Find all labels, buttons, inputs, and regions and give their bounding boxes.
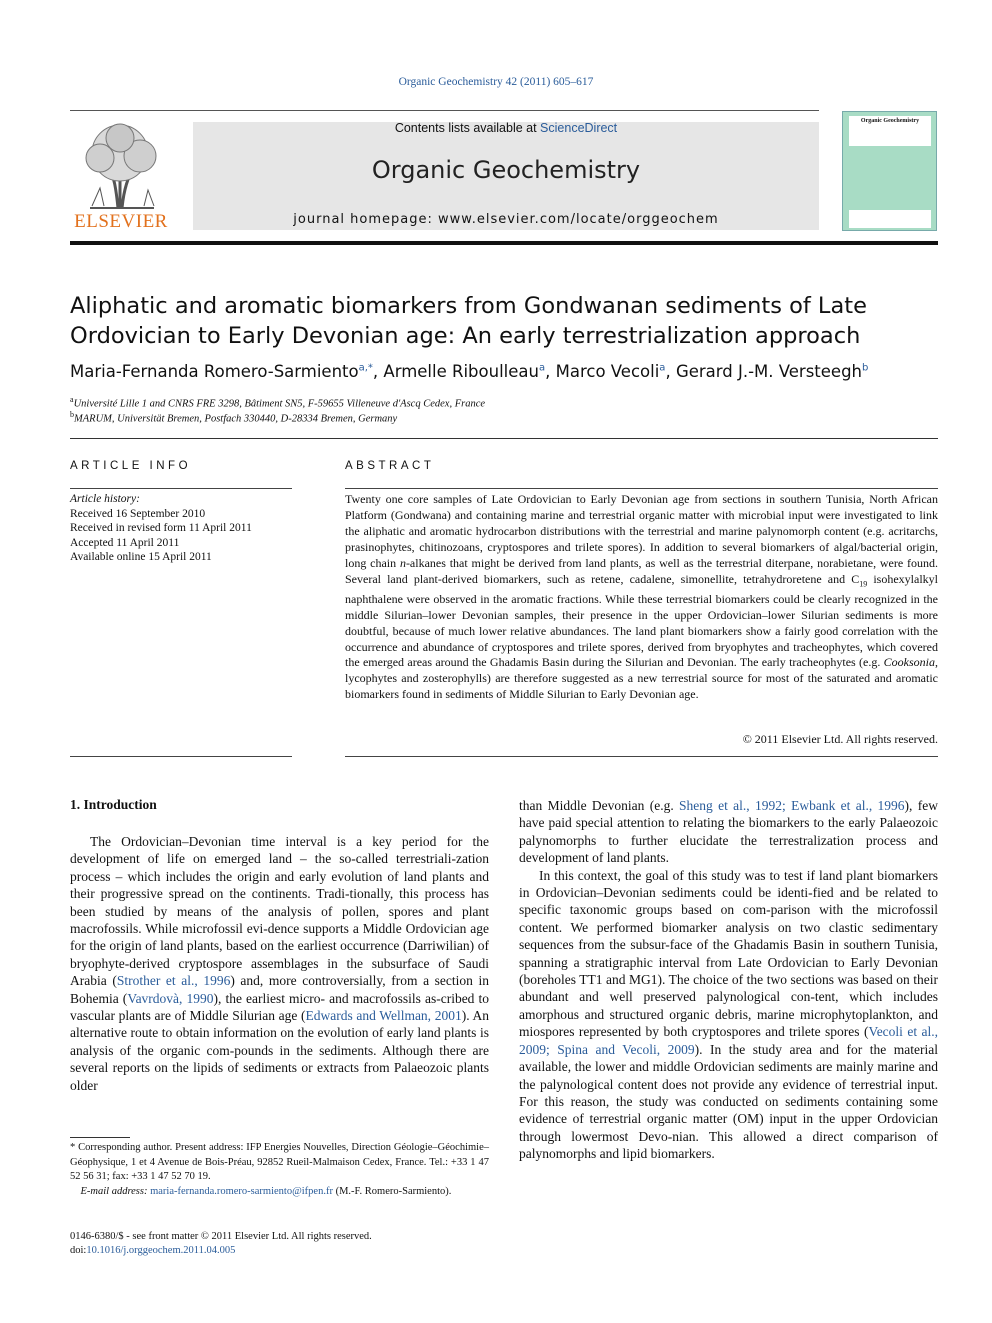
text-run: ). In the study area and for the material available, the lower and middle Ordovician sediments are mainly marine and the palynological content does not provide any evidence of terrestrial input. For this reason, the study was conducted on sediments containing some evidence of terrestrial organic matter (OM) input in the upper Ordovician through lowermost Devo-nian. This allowed a direct comparison of palynomorphs and lipid biomarkers.: [519, 1041, 938, 1162]
text-run: ). An alternative route to obtain information on the evolution of early land plants is analysis of the organic com-pounds in the sediments. Although there are several reports on the lipids of sediments or extracts from Palaeozoic plants older: [70, 1008, 489, 1093]
citation-link[interactable]: Strother et al., 1996: [116, 973, 231, 989]
footnote-text: * Corresponding author. Present address: IFP Energies Nouvelles, Direction Géologie–Géochimie–Géophysique, 1 et 4 Avenue de Bois-Préau, 92852 Rueil-Malmaison Cedex, France. Tel.: +33 1 47 52 56 31; fax: +33 1 47 52 70 19.: [70, 1142, 489, 1182]
article-history: [70, 492, 292, 565]
journal-name: Organic Geochemistry: [371, 156, 641, 184]
affiliation-mark: a: [70, 395, 74, 404]
history-revised: Received in revised form 11 April 2011: [70, 522, 252, 534]
affiliation-a: [70, 395, 930, 410]
body-paragraph: [519, 867, 938, 1163]
journal-homepage: [193, 212, 819, 227]
email-suffix: (M.-F. Romero-Sarmiento).: [332, 1185, 452, 1197]
article-info-rule-top: [70, 488, 292, 489]
homepage-url-link[interactable]: www.elsevier.com/locate/orggeochem: [438, 212, 719, 227]
homepage-prefix: journal homepage:: [293, 212, 439, 227]
citation-link[interactable]: Vecoli et al., 2009; Spina and Vecoli, 2009: [519, 1024, 938, 1057]
history-online: Available online 15 April 2011: [70, 551, 212, 563]
abstract-italic: Cooksonia: [883, 655, 935, 670]
abstract-part: -alkanes that might be derived from land plants, as well as the terrestrial diterpane, norabietane, were found. Several land plant-derived biomarkers, such as retene, cadalene, simonellite, tetrahydroretene and C: [345, 555, 938, 586]
abstract-subscript: 19: [859, 578, 868, 588]
author-affiliation-mark[interactable]: a: [659, 362, 666, 374]
corresponding-author-footnote: [70, 1141, 489, 1199]
journal-cover-thumbnail: [842, 111, 937, 231]
history-received: Received 16 September 2010: [70, 507, 206, 520]
text-run: ), the earliest micro- and macrofossils as-cribed to vascular plants are of Middle Silurian age (: [70, 990, 490, 1024]
body-column-left: [70, 833, 489, 1094]
citation-link[interactable]: Edwards and Wellman, 2001: [305, 1008, 462, 1024]
article-info-rule-bottom: [70, 756, 292, 757]
footnote-rule: [70, 1137, 130, 1138]
cover-footer-panel: [849, 210, 931, 228]
citation-link[interactable]: Vavrdovà, 1990: [127, 990, 214, 1006]
author-name: Armelle Riboulleau: [383, 362, 539, 381]
body-column-right: [519, 797, 938, 1163]
affiliation-text: Université Lille 1 and CNRS FRE 3298, Bâtiment SN5, F-59655 Villeneuve d'Ascq Cedex, France: [73, 398, 486, 410]
author-affiliation-mark[interactable]: b: [862, 362, 869, 374]
text-run: ) and, more controversially, from a section in Bohemia (: [70, 973, 490, 1006]
author-affiliation-mark[interactable]: a: [538, 362, 546, 374]
affiliation-b: [70, 410, 930, 425]
title-line-1: Aliphatic and aromatic biomarkers from Gondwanan sediments of Late: [70, 293, 867, 319]
author-separator: ,: [665, 362, 676, 381]
author-list: [70, 362, 930, 381]
text-run: In this context, the goal of this study was to test if land plant biomarkers in Ordovician–Devonian sediments could be identi-fied and be related to specific taxonomic groups based on com-parison with the microfossil content. We performed biomarker analysis on two clastic sedimentary sequences from the subsur-face of the Ghadamis Basin in southern Tunisia, spanning a stratigraphic interval from Late Ordovician to Early Devonian (boreholes TT1 and MG1). The choice of the two sections was based on their abundant and well preserved palynological con-tent, which includes amorphous and structured organic debris, marine microphytoplankton, and miospores represented by both cryptospores and trilete spores (: [519, 867, 938, 1040]
bottom-publication-info: [70, 1230, 489, 1258]
author-name: Gerard J.-M. Versteegh: [675, 362, 863, 381]
abstract-italic: n: [399, 555, 406, 570]
doi-prefix: doi:: [70, 1245, 87, 1256]
author-separator: ,: [372, 362, 384, 381]
header-thick-rule: [70, 241, 938, 245]
author-separator: ,: [545, 362, 556, 381]
email-link[interactable]: maria-fernanda.romero-sarmiento@ifpen.fr: [150, 1185, 333, 1197]
text-run: than Middle Devonian (e.g.: [519, 798, 680, 813]
article-title: [70, 291, 930, 351]
header-top-rule: [70, 110, 819, 111]
elsevier-wordmark: ELSEVIER: [74, 211, 168, 232]
contents-line: [193, 121, 819, 135]
email-label: E-mail address:: [80, 1185, 148, 1197]
affiliation-mark: b: [70, 410, 74, 419]
body-paragraph: [519, 797, 938, 867]
issn-line: 0146-6380/$ - see front matter © 2011 Elsevier Ltd. All rights reserved.: [70, 1231, 372, 1242]
author-affiliation-mark[interactable]: a,*: [358, 362, 373, 374]
history-accepted: Accepted 11 April 2011: [70, 536, 180, 549]
contents-prefix: Contents lists available at: [394, 121, 541, 135]
abstract-text: [345, 492, 938, 703]
author-name: Maria-Fernanda Romero-Sarmiento: [70, 362, 359, 381]
abstract-part: isohexylalkyl naphthalene were observed in the aromatic fractions. While these terrestrial biomarkers could be clearly recognized in the middle Silurian–lower Devonian samples, their presence in the upper Ordovician–lower Silurian sediments is more doubtful, because of much lower relative abundances. The land plant biomarkers show a fairly good correlation with the occurrence and abundance of cryptospores and trilete spores, derived from bryophytes and tracheophytes, which covered the emerged areas around the Ghadamis Basin during the Silurian and Devonian. The early tracheophytes (e.g.: [345, 571, 938, 670]
author-name: Marco Vecoli: [555, 362, 660, 381]
doi-line: [70, 1244, 489, 1258]
text-run: The Ordovician–Devonian time interval is a key period for the development of life on emerged land – the so-called terrestriali-zation process – which includes the origin and early evolution of land plants and their progressive spread on the continents. Tradi-tionally, this process has been studied by means of the analysis of pollen, spores and plant macrofossils. While microfossil evi-dence supports a Middle Ordovician age for the origin of land plants, based on the earliest occurrence (Darriwilian) of bryophyte-derived cryptospore assemblages in the subsurface of Saudi Arabia (: [70, 834, 489, 989]
abstract-rule-top: [345, 488, 938, 489]
citation-link[interactable]: Sheng et al., 1992; Ewbank et al., 1996: [679, 798, 905, 813]
title-line-2: Ordovician to Early Devonian age: An early terrestrialization approach: [70, 323, 861, 349]
affiliation-rule: [70, 438, 938, 439]
abstract-copyright: © 2011 Elsevier Ltd. All rights reserved.: [742, 732, 938, 746]
abstract-rule-bottom: [345, 756, 938, 757]
body-paragraph: [70, 833, 489, 1094]
journal-reference[interactable]: Organic Geochemistry 42 (2011) 605–617: [398, 76, 594, 88]
section-heading-introduction: 1. Introduction: [70, 797, 157, 812]
text-run: ), few have paid special attention to relating the biomarkers to the early Palaeozoic palynomorphs to further elucidate the terrestralization process and development of land plants.: [519, 798, 938, 866]
history-label: Article history:: [70, 493, 140, 505]
abstract-part: , lycophytes and zosterophylls) are therefore suggested as a new terrestrial source for most of the saturated and aromatic biomarkers found in sediments of Middle Silurian to Early Devonian age.: [345, 655, 938, 702]
affiliation-text: MARUM, Universität Bremen, Postfach 330440, D-28334 Bremen, Germany: [74, 413, 398, 425]
cover-title: Organic Geochemistry: [860, 118, 920, 124]
footnote-email-line: [70, 1185, 489, 1200]
abstract-part: Twenty one core samples of Late Ordovician to Early Devonian age from sections in southern Tunisia, North African Platform (Gondwana) and containing marine and terrestrial organic matter with microbial input were investigated to link the aliphatic and aromatic hydrocarbon distributions with the terrestrial and marine palynomorph content (e.g. acritarchs, prasinophytes, chitinozoans, cryptospores and trilete spores). In addition to several biomarkers of algal/bacterial origin, long chain: [345, 492, 938, 570]
doi-link[interactable]: 10.1016/j.orggeochem.2011.04.005: [86, 1245, 236, 1256]
article-info-heading: ARTICLE INFO: [70, 460, 192, 472]
abstract-heading: ABSTRACT: [345, 460, 435, 472]
sciencedirect-link[interactable]: ScienceDirect: [540, 121, 618, 135]
